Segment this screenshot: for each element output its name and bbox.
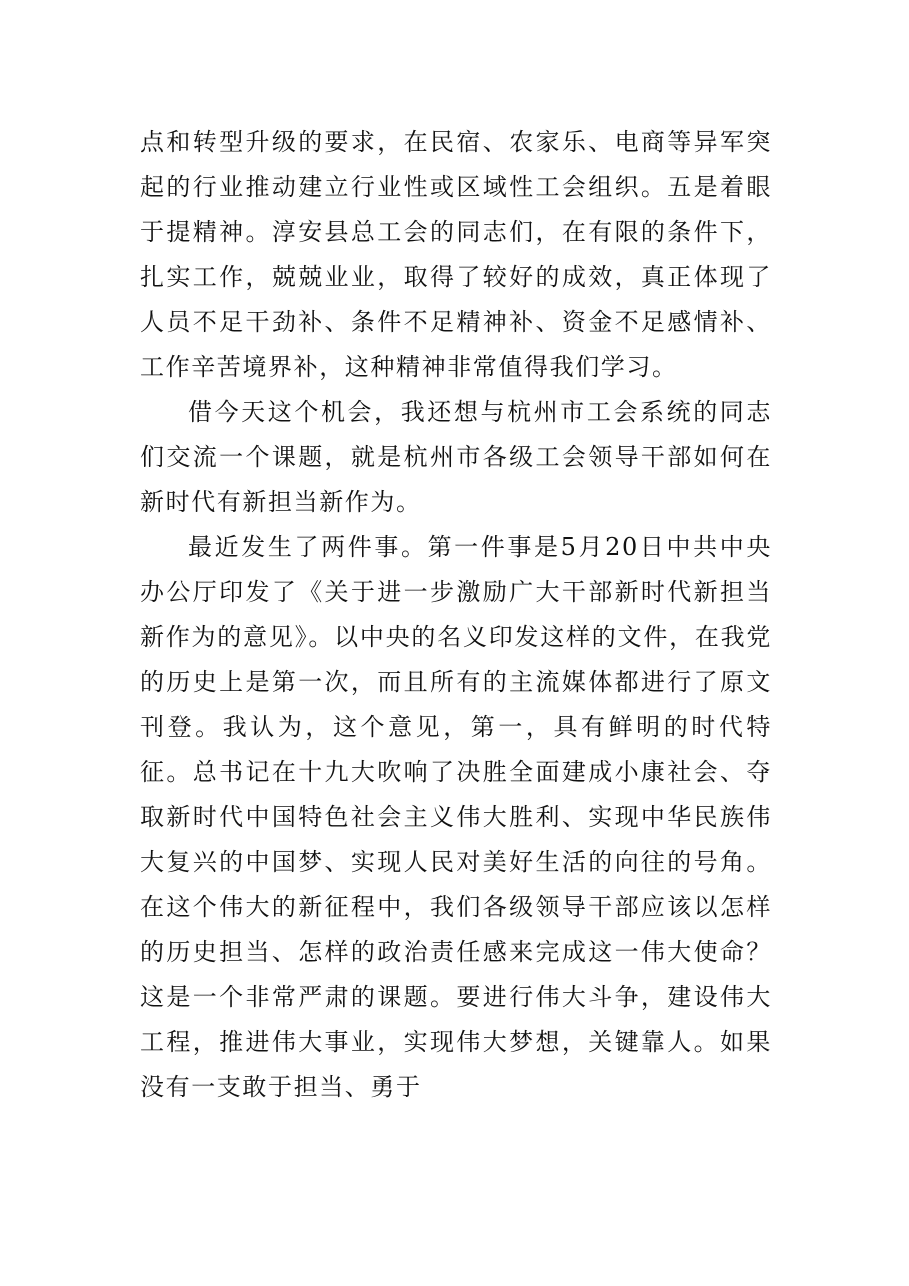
paragraph-1: 点和转型升级的要求，在民宿、农家乐、电商等异军突起的行业推动建立行业性或区域性工会组织。五是着眼于提精神。淳安县总工会的同志们，在有限的条件下，扎实工作，兢兢业业，取得了较好的成效，真正体现了人员不足干劲补、条件不足精神补、资金不足感情补、工作辛苦境界补，这种精神非常值得我们学习。 — [140, 128, 772, 381]
paragraph-2: 借今天这个机会，我还想与杭州市工会系统的同志们交流一个课题，就是杭州市各级工会领导干部如何在新时代有新担当新作为。 — [140, 398, 772, 516]
paragraph-3: 最近发生了两件事。第一件事是5月20日中共中央办公厅印发了《关于进一步激励广大干部新时代新担当新作为的意见》。以中央的名义印发这样的文件，在我党的历史上是第一次，而且所有的主流媒体都进行了原文刊登。我认为，这个意见，第一，具有鲜明的时代特征。总书记在十九大吹响了决胜全面建成小康社会、夺取新时代中国特色社会主义伟大胜利、实现中华民族伟大复兴的中国梦、实现人民对美好生活的向往的号角。在这个伟大的新征程中，我们各级领导干部应该以怎样的历史担当、怎样的政治责任感来完成这一伟大使命？这是一个非常严肃的课题。要进行伟大斗争，建设伟大工程，推进伟大事业，实现伟大梦想，关键靠人。如果没有一支敢于担当、勇于 — [140, 533, 772, 1101]
document-body — [140, 120, 772, 1110]
